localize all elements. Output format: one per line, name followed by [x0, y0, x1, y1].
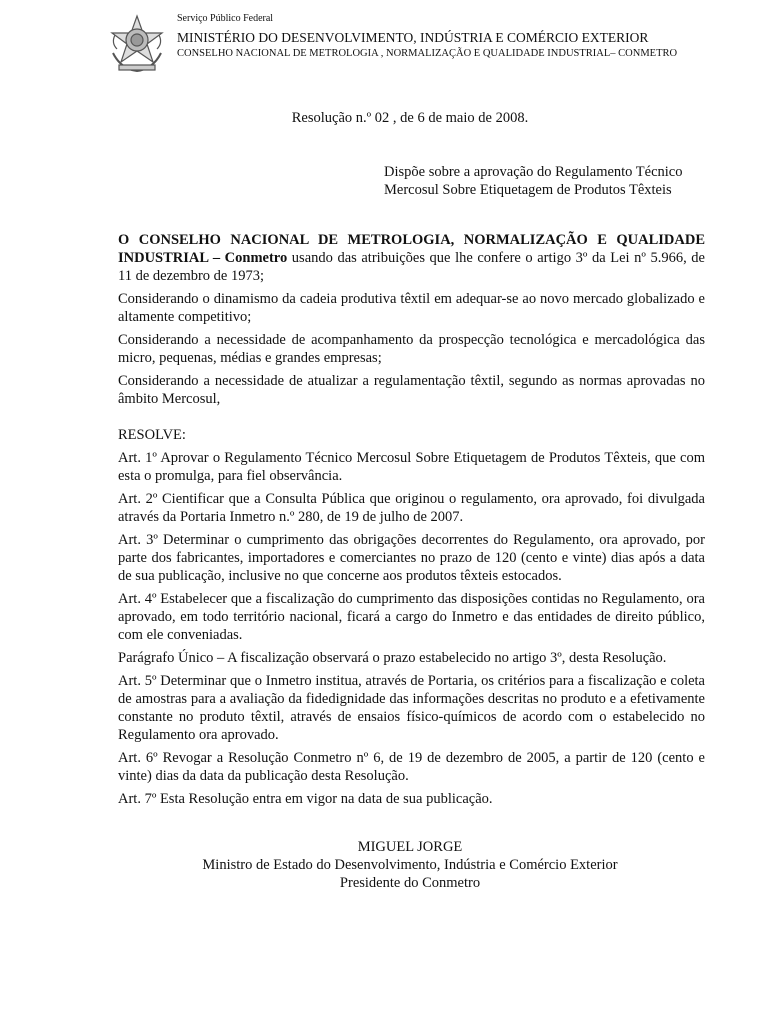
- considerando: Considerando o dinamismo da cadeia produtiva têxtil em adequar-se ao novo mercado globalizado e altamente competitivo;: [118, 291, 705, 325]
- article: Art. 1º Aprovar o Regulamento Técnico Mercosul Sobre Etiquetagem de Produtos Têxteis, que com esta o promulga, para fiel observância.: [118, 450, 705, 484]
- preamble-text: usando das atribuições que lhe confere o artigo 3º da Lei nº 5.966, de 11 de dezembro de 1973;: [118, 250, 705, 284]
- council-name: CONSELHO NACIONAL DE METROLOGIA , NORMALIZAÇÃO E QUALIDADE INDUSTRIAL– CONMETRO: [177, 48, 678, 59]
- ementa: Dispõe sobre a aprovação do Regulamento Técnico Mercosul Sobre Etiquetagem de Produtos Têxteis: [384, 164, 683, 198]
- signature-block: [0, 838, 768, 892]
- article: Art. 2º Cientificar que a Consulta Pública que originou o regulamento, ora aprovado, foi divulgada através da Portaria Inmetro n.º 280, de 19 de julho de 2007.: [118, 491, 705, 525]
- service-label: Serviço Público Federal: [177, 13, 274, 24]
- preamble-bold: O CONSELHO NACIONAL DE METROLOGIA, NORMALIZAÇÃO E QUALIDADE INDUSTRIAL – Conmetro: [118, 232, 705, 266]
- signatory-title: Presidente do Conmetro: [339, 875, 481, 891]
- article: Art. 3º Determinar o cumprimento das obrigações decorrentes do Regulamento, ora aprovado, por parte dos fabricantes, importadores e comerciantes no prazo de 120 (cento e vinte) dias após a data de sua publicação, inclusive no que concerne aos produtos têxteis estocados.: [118, 532, 705, 584]
- article: Art. 7º Esta Resolução entra em vigor na data de sua publicação.: [118, 791, 493, 807]
- resolution-number: Resolução n.º 02 , de 6 de maio de 2008.: [291, 110, 529, 126]
- article: Art. 5º Determinar que o Inmetro institua, através de Portaria, os critérios para a fiscalização e coleta de amostras para a avaliação da fidedignidade das informações descritas no produto e a efetivamente constante no produto têxtil, através de ensaios físico-químicos de acordo com o estabelecido no Regulamento ora aprovado.: [118, 673, 705, 743]
- ministry-name: MINISTÉRIO DO DESENVOLVIMENTO, INDÚSTRIA E COMÉRCIO EXTERIOR: [177, 30, 649, 45]
- considerando: Considerando a necessidade de acompanhamento da prospecção tecnológica e mercadológica das micro, pequenas, médias e grandes empresas;: [118, 332, 705, 366]
- signatory-name: MIGUEL JORGE: [357, 839, 463, 855]
- coat-of-arms-icon: [107, 13, 167, 75]
- resolve-heading: RESOLVE:: [118, 427, 186, 443]
- document-body: [118, 231, 705, 813]
- considerando: Considerando a necessidade de atualizar a regulamentação têxtil, segundo as normas aprovadas no âmbito Mercosul,: [118, 373, 705, 407]
- signatory-role: Ministro de Estado do Desenvolvimento, Indústria e Comércio Exterior: [202, 857, 618, 873]
- article: Art. 4º Estabelecer que a fiscalização do cumprimento das disposições contidas no Regulamento, ora aprovado, em todo território nacional, ficará a cargo do Inmetro e das entidades de direito público, com ele conveniadas.: [118, 591, 705, 643]
- paragraph-unico: Parágrafo Único – A fiscalização observará o prazo estabelecido no artigo 3º, desta Resolução.: [118, 650, 667, 666]
- preamble: [118, 231, 705, 285]
- article: Art. 6º Revogar a Resolução Conmetro nº 6, de 19 de dezembro de 2005, a partir de 120 (cento e vinte) dias da data da publicação desta Resolução.: [118, 750, 705, 784]
